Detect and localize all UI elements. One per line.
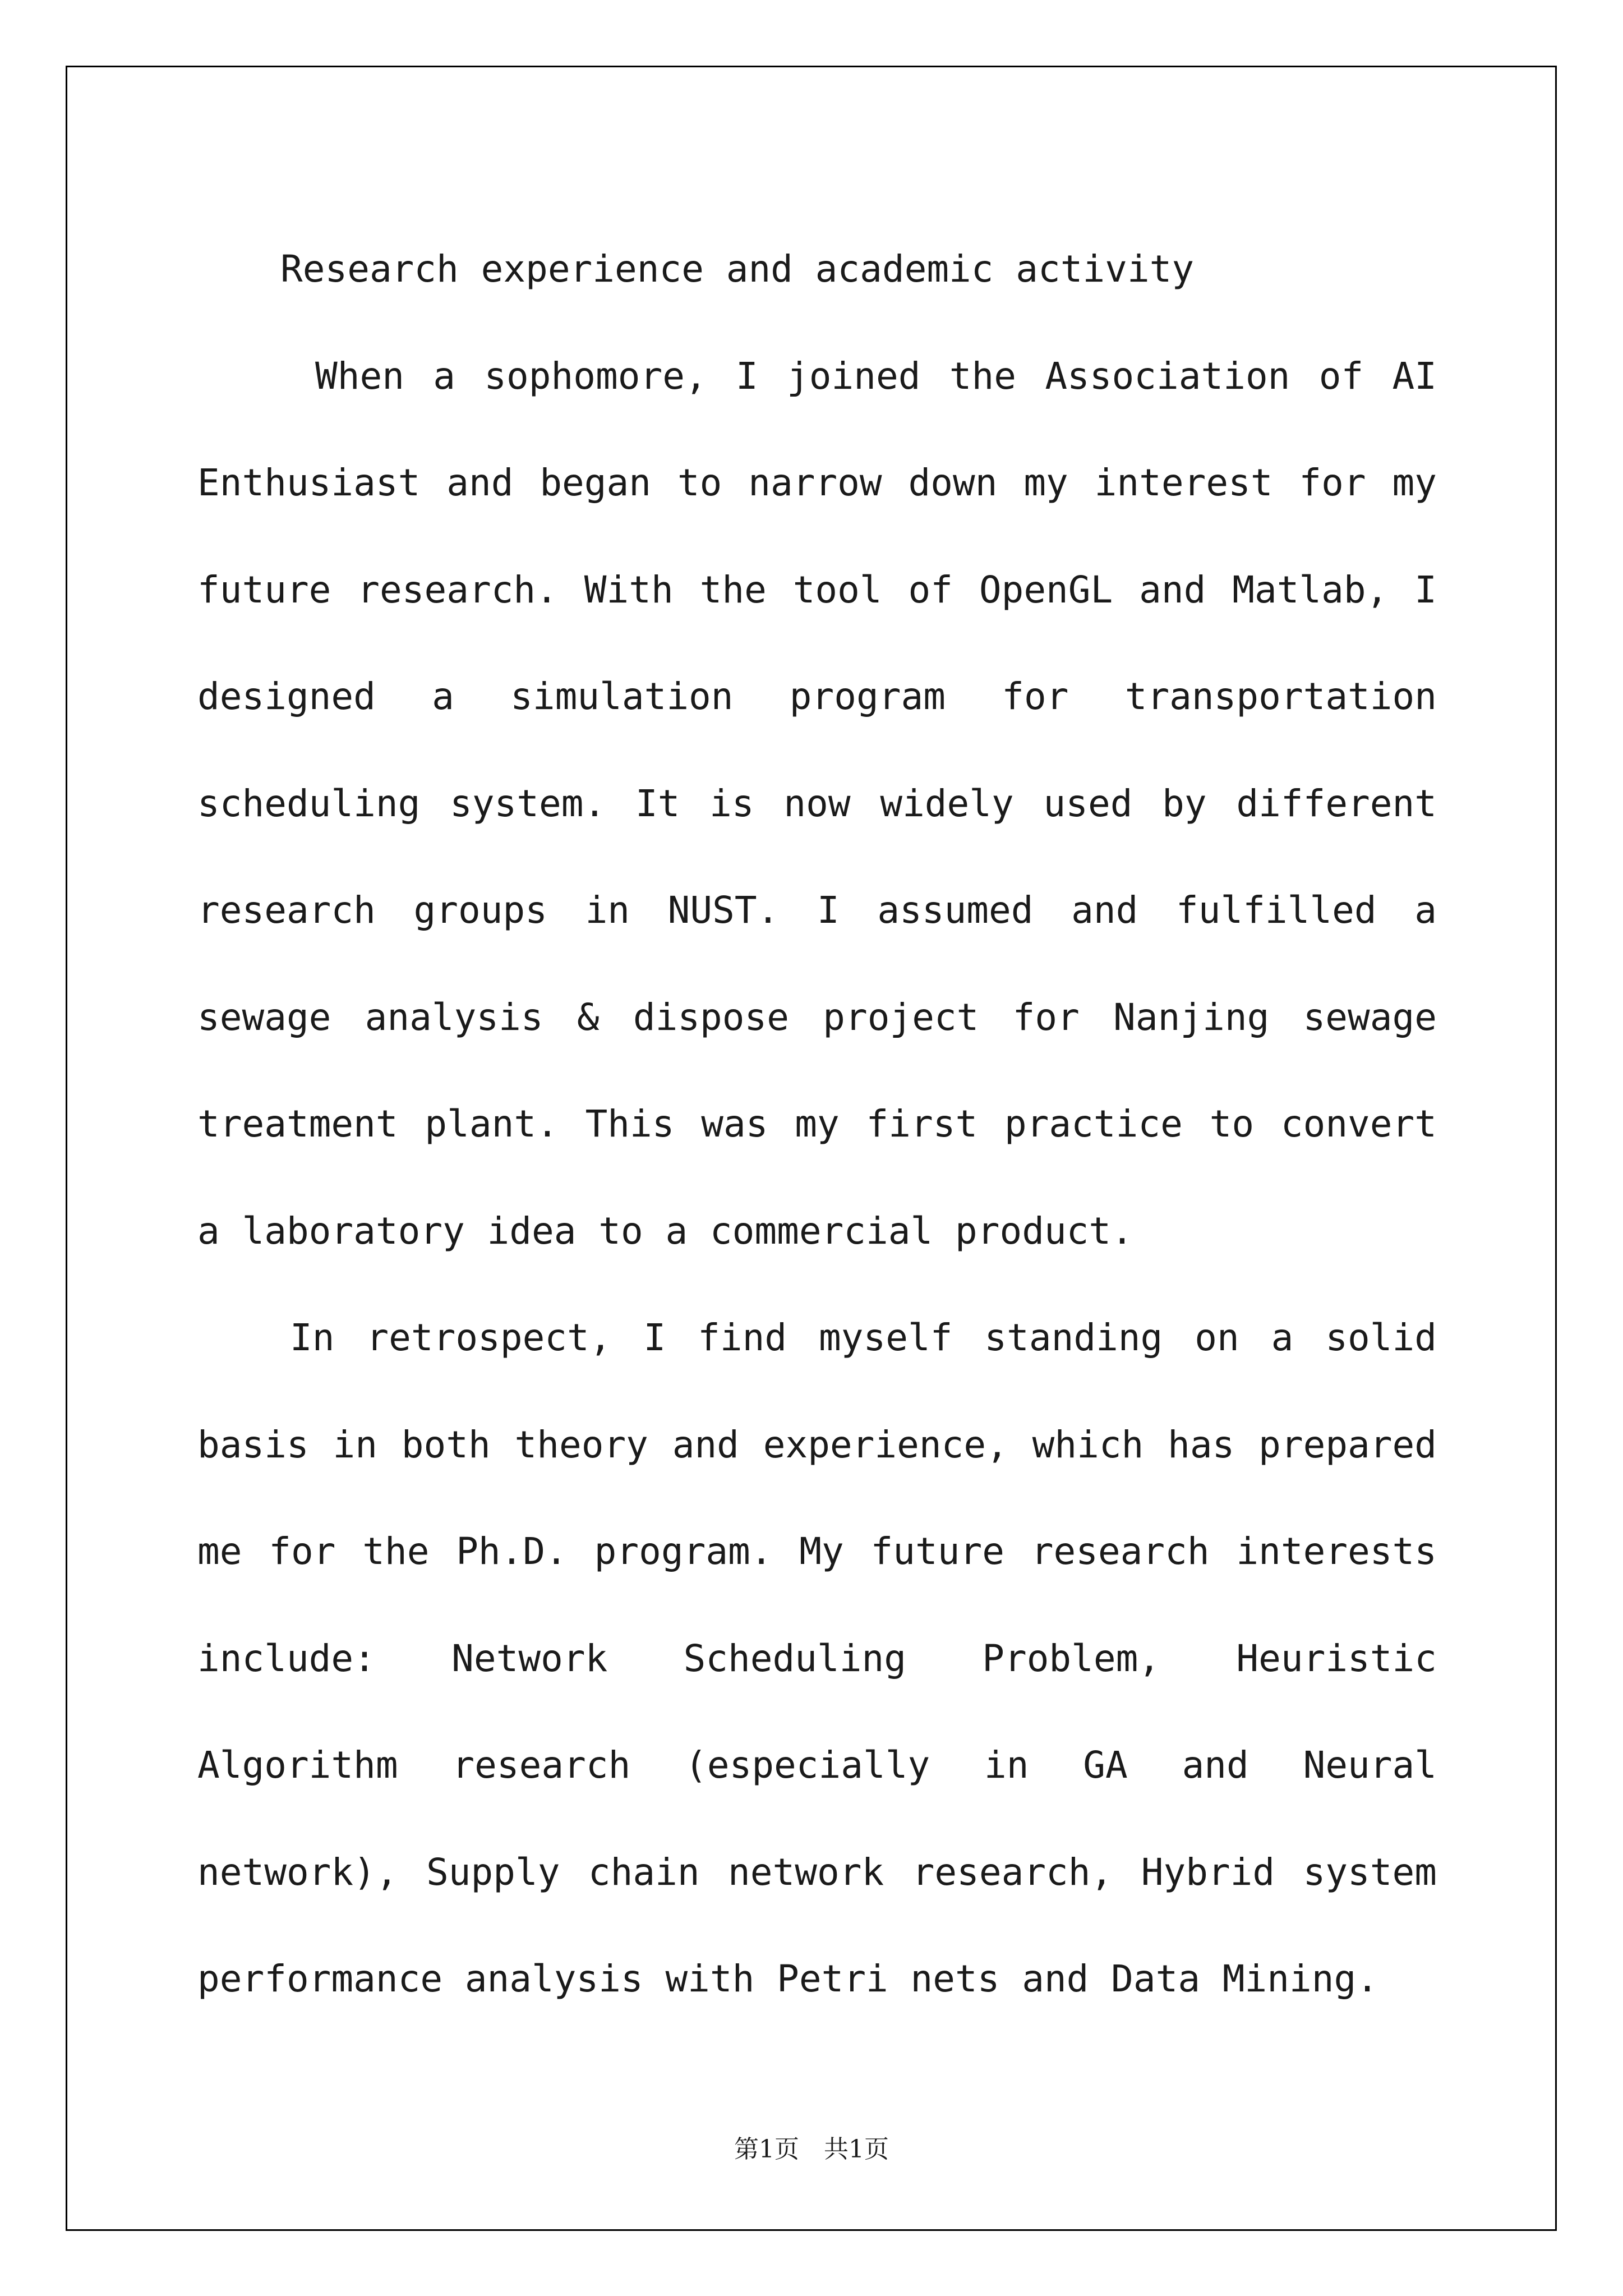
document-heading: Research experience and academic activity [280,247,1195,291]
paragraph-research-experience: When a sophomore, I joined the Association of AI Enthusiast and began to narrow down my interest for my future research. With the tool of OpenGL and Matlab, I designed a simulation program for transportation scheduling system. It is now widely used by different research groups in NUST. I assumed and fulfilled a sewage analysis & dispose project for Nanjing sewage treatment plant. This was my first practice to convert a laboratory idea to a commercial product. [197,354,1437,1253]
paragraph-research-interests: In retrospect, I find myself standing on a solid basis in both theory and experience, which has prepared me for the Ph.D. program. My future research interests include: Network Scheduling Problem, Heuristic Algorithm research (especially in GA and Neural network), Supply chain network research, Hybrid system performance analysis with Petri nets and Data Mining. [197,1316,1437,2000]
page-number-footer: 第1页 共1页 [734,2135,889,2164]
document-body [197,216,1437,2033]
